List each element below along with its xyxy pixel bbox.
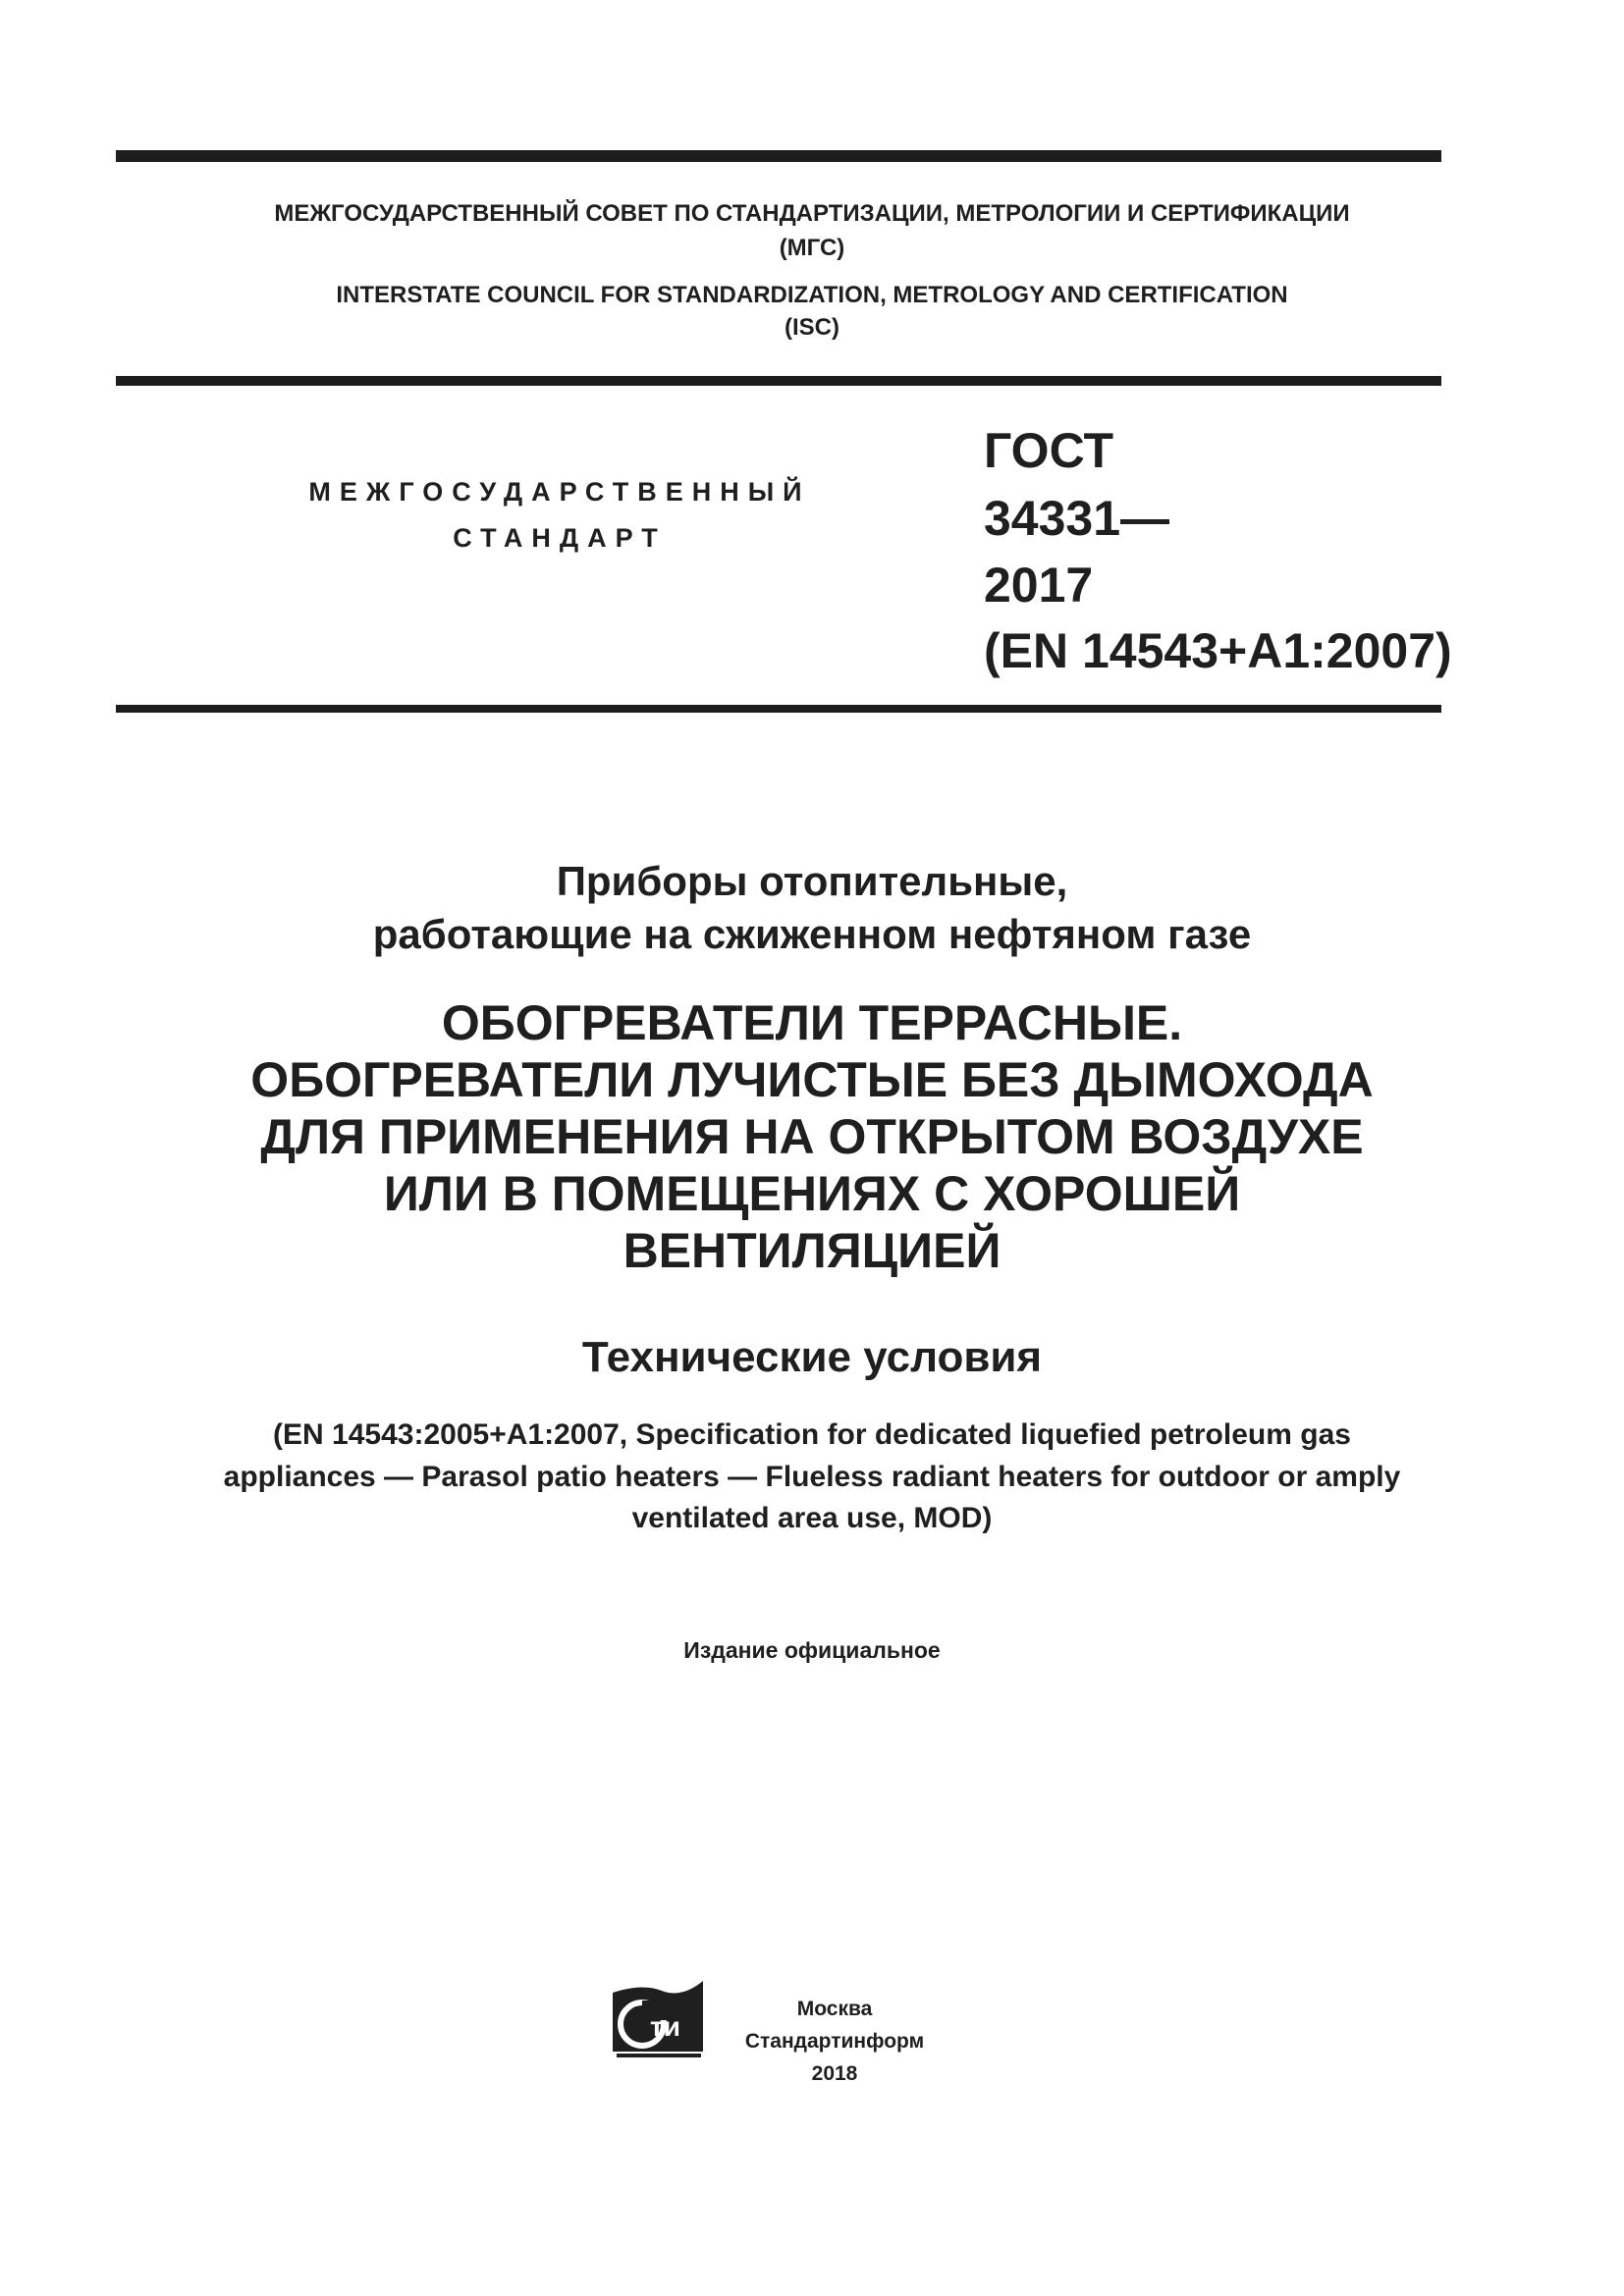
subtitle: Технические условия [581,1333,1043,1381]
main-title-line2: ОБОГРЕВАТЕЛИ ЛУЧИСТЫЕ БЕЗ ДЫМОХОДА [250,1052,1374,1107]
header-rule [116,376,1441,386]
main-title-line5: ВЕНТИЛЯЦИЕЙ [623,1223,1001,1278]
gost-year: 2017 [984,558,1094,613]
standard-kind-line1: МЕЖГОСУДАРСТВЕННЫЙ [308,477,811,507]
council-en: INTERSTATE COUNCIL FOR STANDARDIZATION, METROLOGY AND CERTIFICATION [336,282,1288,308]
title-line1: Приборы отопительные, [556,858,1068,904]
designation-rule [116,705,1441,713]
top-rule [116,150,1441,162]
main-title-line4: ИЛИ В ПОМЕЩЕНИЯХ С ХОРОШЕЙ [383,1166,1241,1221]
gost-number: 34331— [984,491,1170,546]
main-title-line1: ОБОГРЕВАТЕЛИ ТЕРРАСНЫЕ. [441,995,1183,1050]
gost-label: ГОСТ [984,423,1113,478]
standartinform-logo-icon [613,1981,705,2059]
gost-equivalent: (EN 14543+A1:2007) [984,623,1452,678]
en-reference-line2: appliances — Parasol patio heaters — Flueless radiant heaters for outdoor or amply [223,1461,1401,1493]
en-reference-line1: (EN 14543:2005+A1:2007, Specification for dedicated liquefied petroleum gas [273,1418,1351,1451]
title-line2: работающие на сжиженном нефтяном газе [372,911,1252,957]
publisher-block [727,1993,943,2090]
council-ru: МЕЖГОСУДАРСТВЕННЫЙ СОВЕТ ПО СТАНДАРТИЗАЦИИ, МЕТРОЛОГИИ И СЕРТИФИКАЦИИ [274,200,1350,227]
standard-kind-line2: СТАНДАРТ [453,523,667,553]
edition-label: Издание официальное [683,1637,941,1663]
publisher-year: 2018 [811,2062,858,2085]
publisher-name: Стандартинформ [744,2030,925,2053]
svg-text:ти: ти [650,2011,680,2042]
main-title-line3: ДЛЯ ПРИМЕНЕНИЯ НА ОТКРЫТОМ ВОЗДУХЕ [260,1109,1364,1164]
council-ru-abbr: (МГС) [779,235,845,261]
standartinform-logo [613,1981,705,2059]
en-reference-line3: ventilated area use, MOD) [631,1502,993,1534]
council-en-abbr: (ISC) [785,314,839,341]
publisher-city: Москва [796,1998,873,2020]
